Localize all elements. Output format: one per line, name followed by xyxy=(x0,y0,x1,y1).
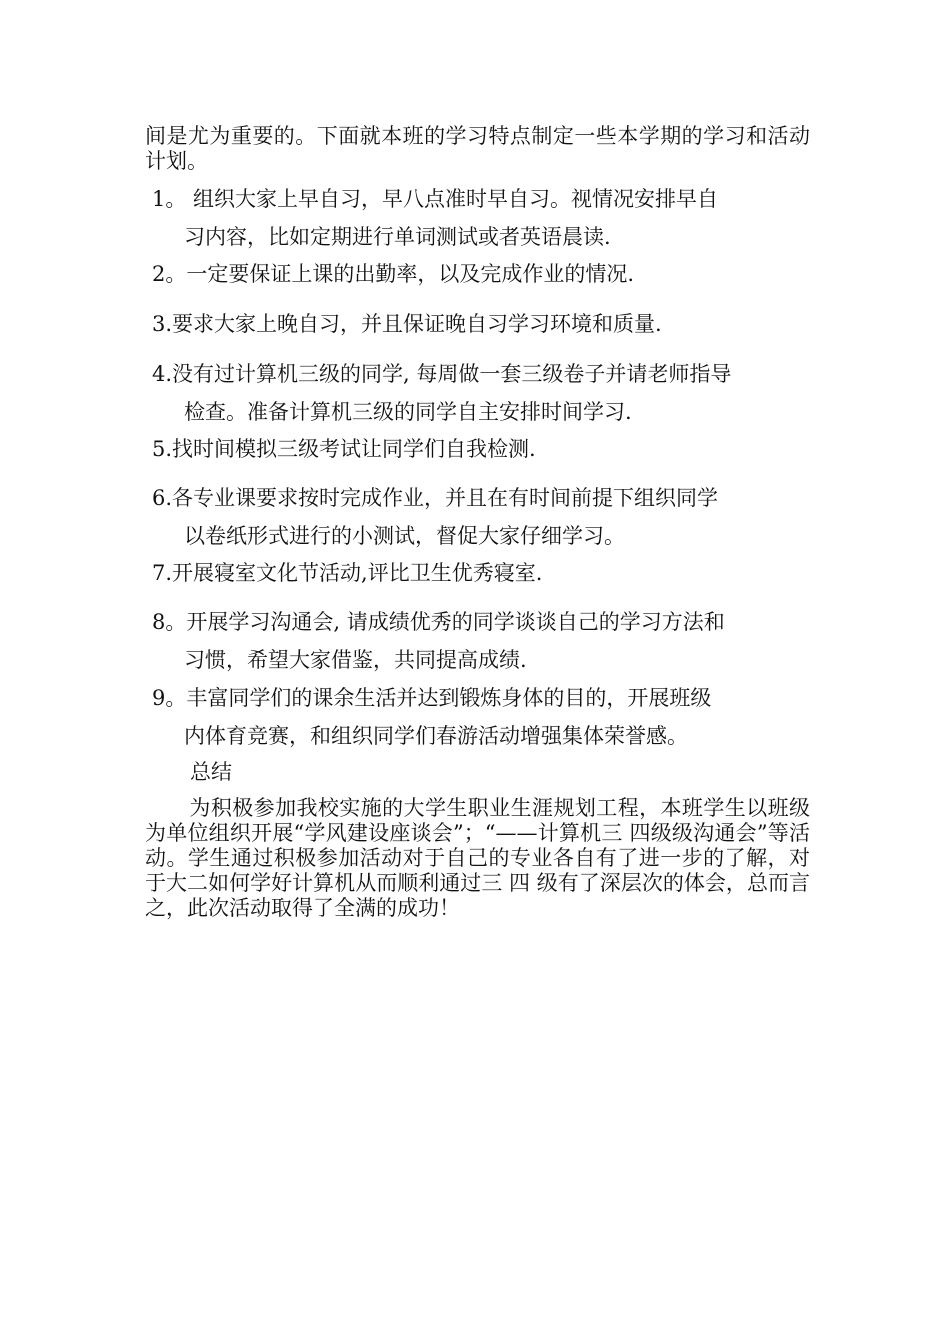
plan-item-text: 1。 组织大家上早自习，早八点准时早自习。视情况安排早自 xyxy=(152,187,719,211)
plan-item-continuation: 习内容，比如定期进行单词测试或者英语晨读. xyxy=(184,225,611,249)
plan-item-text: 2。一定要保证上课的出勤率，以及完成作业的情况. xyxy=(152,262,635,286)
plan-item-continuation: 内体育竞赛，和组织同学们春游活动增强集体荣誉感。 xyxy=(184,724,688,748)
plan-item-text: 4.没有过计算机三级的同学, 每周做一套三级卷子并请老师指导 xyxy=(152,362,732,386)
plan-item-5 xyxy=(152,430,812,468)
plan-item-7 xyxy=(152,554,812,592)
plan-item-6 xyxy=(152,479,812,555)
plan-item-continuation: 习惯，希望大家借鉴，共同提高成绩. xyxy=(184,648,527,672)
plan-item-continuation: 以卷纸形式进行的小测试，督促大家仔细学习。 xyxy=(184,524,625,548)
plan-item-8 xyxy=(152,603,812,679)
plan-item-2 xyxy=(152,255,812,293)
summary-heading: 总结 xyxy=(190,760,232,784)
plan-item-text: 3.要求大家上晚自习，并且保证晚自习学习环境和质量. xyxy=(152,312,662,336)
plan-item-text: 9。丰富同学们的课余生活并达到锻炼身体的目的，开展班级 xyxy=(152,686,712,710)
intro-paragraph: 间是尤为重要的。下面就本班的学习特点制定一些本学期的学习和活动计划。 xyxy=(145,124,810,173)
plan-item-3 xyxy=(152,305,812,343)
plan-item-9 xyxy=(152,679,812,755)
plan-item-text: 7.开展寝室文化节活动,评比卫生优秀寝室. xyxy=(152,561,543,585)
summary-text: 为积极参加我校实施的大学生职业生涯规划工程，本班学生以班级为单位组织开展“学风建设座谈会”；“——计算机三 四级级沟通会”等活动。学生通过积极参加活动对于自己的专业各自有了进一步的了解，对于大二如何学好计算机从而顺利通过三 四 级有了深层次的体会，总而言之，此次活动取得了全满的成功！ xyxy=(145,796,810,920)
summary-paragraph xyxy=(145,796,810,921)
plan-item-text: 5.找时间模拟三级考试让同学们自我检测. xyxy=(152,437,536,461)
plan-item-text: 8。开展学习沟通会, 请成绩优秀的同学谈谈自己的学习方法和 xyxy=(152,610,725,634)
plan-item-1 xyxy=(152,180,812,256)
plan-item-4 xyxy=(152,355,812,431)
plan-item-continuation: 检查。准备计算机三级的同学自主安排时间学习. xyxy=(184,400,632,424)
plan-item-text: 6.各专业课要求按时完成作业，并且在有时间前提下组织同学 xyxy=(152,486,719,510)
